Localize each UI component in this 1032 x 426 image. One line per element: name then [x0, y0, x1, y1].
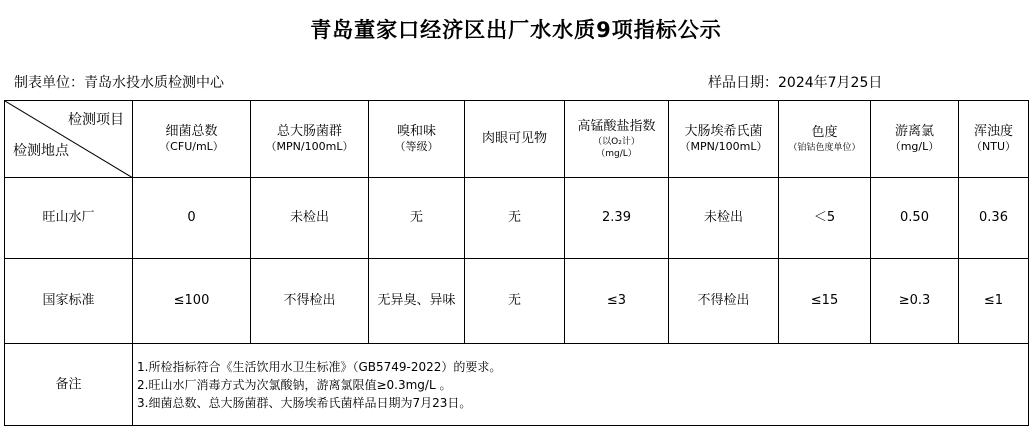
issuing-unit: 制表单位：青岛水投水质检测中心 — [14, 75, 224, 91]
header-permanganate — [565, 101, 669, 178]
table-row — [5, 259, 1029, 344]
header-unit: （等级） — [394, 140, 439, 154]
row-site: 国家标准 — [5, 259, 133, 344]
note-line: 1.所检指标符合《生活饮用水卫生标准》（GB5749-2022）的要求。 — [137, 359, 502, 374]
header-unit: （mg/L） — [889, 140, 940, 154]
cell-value: 未检出 — [669, 178, 779, 259]
cell-value: 无 — [465, 178, 565, 259]
cell-value: 无异臭、异味 — [369, 259, 465, 344]
header-unit: （NTU） — [971, 140, 1016, 154]
header-name: 肉眼可见物 — [481, 131, 547, 147]
header-name: 嗅和味 — [396, 123, 436, 139]
cell-value: 不得检出 — [251, 259, 369, 344]
header-turbidity — [959, 101, 1029, 178]
cell-value: 无 — [465, 259, 565, 344]
header-name: 色度 — [811, 125, 838, 141]
header-unit: （CFU/mL） — [159, 140, 224, 154]
header-ecoli — [669, 101, 779, 178]
header-unit-2: （mg/L） — [596, 148, 637, 159]
cell-value: ≤3 — [565, 259, 669, 344]
cell-value: ≥0.3 — [871, 259, 959, 344]
corner-item-label: 检测项目 — [68, 112, 124, 128]
cell-value: 不得检出 — [669, 259, 779, 344]
sample-date: 样品日期：2024年7月25日 — [708, 75, 883, 91]
cell-value: ≤1 — [959, 259, 1029, 344]
cell-value: 无 — [369, 178, 465, 259]
notes-row — [5, 344, 1029, 426]
header-color — [779, 101, 871, 178]
header-unit: （以O₂计） — [593, 136, 640, 147]
header-name: 大肠埃希氏菌 — [684, 123, 763, 139]
header-odor — [369, 101, 465, 178]
header-unit: （MPN/100mL） — [265, 140, 354, 154]
header-coliform — [251, 101, 369, 178]
cell-value: 0 — [133, 178, 251, 259]
header-bacteria — [133, 101, 251, 178]
notes-cell — [133, 344, 1029, 426]
header-name: 高锰酸盐指数 — [577, 119, 656, 135]
cell-value: 0.36 — [959, 178, 1029, 259]
water-quality-table — [4, 100, 1029, 426]
cell-value: ＜5 — [779, 178, 871, 259]
cell-value: 2.39 — [565, 178, 669, 259]
header-row — [5, 101, 1029, 178]
cell-value: 未检出 — [251, 178, 369, 259]
note-line: 2.旺山水厂消毒方式为次氯酸钠，游离氯限值≥0.3mg/L 。 — [137, 377, 452, 392]
page-title: 青岛董家口经济区出厂水水质9项指标公示 — [310, 18, 722, 42]
notes-label: 备注 — [5, 344, 133, 426]
header-name: 总大肠菌群 — [276, 123, 342, 139]
header-visible-matter — [465, 101, 565, 178]
header-name: 浑浊度 — [973, 123, 1013, 139]
cell-value: ≤15 — [779, 259, 871, 344]
row-site: 旺山水厂 — [5, 178, 133, 259]
corner-site-label: 检测地点 — [13, 143, 69, 160]
table-row — [5, 178, 1029, 259]
header-unit: （铂钴色度单位） — [788, 142, 861, 153]
header-unit: （MPN/100mL） — [679, 140, 768, 154]
header-name: 细菌总数 — [165, 123, 218, 139]
corner-cell — [5, 101, 133, 178]
cell-value: 0.50 — [871, 178, 959, 259]
cell-value: ≤100 — [133, 259, 251, 344]
note-line: 3.细菌总数、总大肠菌群、大肠埃希氏菌样品日期为7月23日。 — [137, 395, 472, 410]
header-name: 游离氯 — [894, 123, 934, 139]
header-free-chlorine — [871, 101, 959, 178]
